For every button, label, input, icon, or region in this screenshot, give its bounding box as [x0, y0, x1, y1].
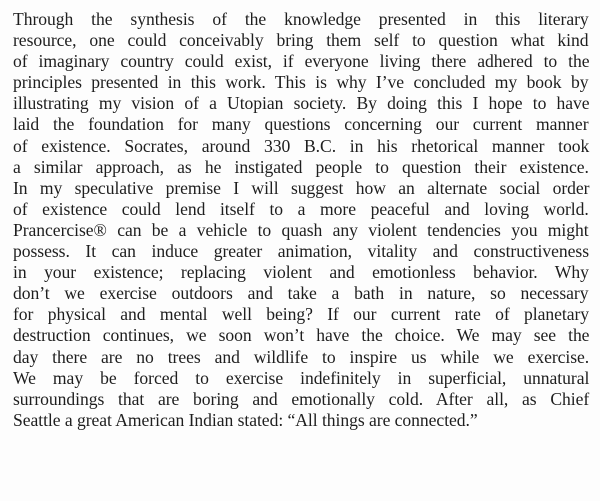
text-line: surroundings that are boring and emotionally cold. After all, as Chief — [13, 388, 590, 409]
text-line: destruction continues, we soon won’t have the choice. We may see the — [13, 325, 590, 346]
text-line: laid the foundation for many questions concerning our current manner — [13, 114, 589, 135]
text-line: of existence. Socrates, around 330 B.C. in his rhetorical manner took — [13, 135, 590, 156]
text-line: of imaginary country could exist, if everyone living there adhered to the — [13, 51, 590, 72]
text-line: don’t we exercise outdoors and take a bath in nature, so necessary — [13, 283, 589, 304]
text-line: possess. It can induce greater animation, vitality and constructiveness — [13, 241, 590, 262]
text-line: In my speculative premise I will suggest how an alternate social order — [13, 177, 590, 198]
text-line: in your existence; replacing violent and emotionless behavior. Why — [13, 262, 589, 283]
text-line: Through the synthesis of the knowledge presented in this literary — [13, 9, 589, 29]
text-line: for physical and mental well being? If our current rate of planetary — [13, 304, 590, 325]
text-line: We may be forced to exercise indefinitely in superficial, unnatural — [13, 367, 590, 388]
text-line: illustrating my vision of a Utopian society. By doing this I hope to have — [13, 93, 590, 114]
text-line: Prancercise® can be a vehicle to quash any violent tendencies you might — [13, 219, 589, 240]
text-line: principles presented in this work. This is why I’ve concluded my book by — [13, 72, 589, 93]
text-line: resource, one could conceivably bring them self to question what kind — [13, 30, 589, 51]
body-paragraph — [13, 9, 589, 431]
text-line: day there are no trees and wildlife to inspire us while we exercise. — [13, 346, 590, 367]
text-line: Seattle a great American Indian stated: “All things are connected.” — [13, 409, 478, 430]
text-line: a similar approach, as he instigated people to question their existence. — [13, 156, 589, 177]
text-line: of existence could lend itself to a more peaceful and loving world. — [13, 198, 589, 219]
